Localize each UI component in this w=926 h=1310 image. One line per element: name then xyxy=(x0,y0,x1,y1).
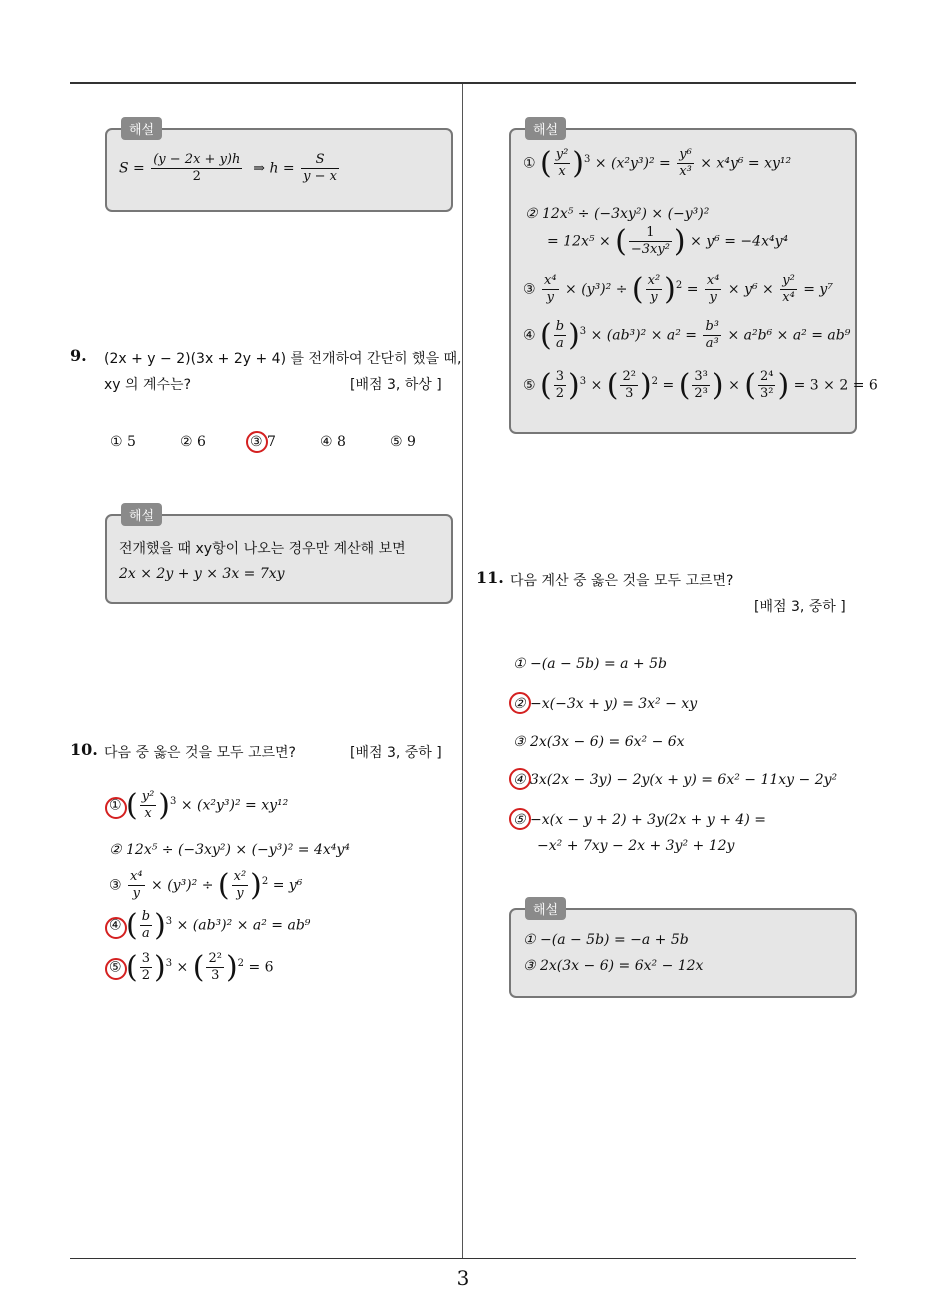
solution-10-line3: ③ $\frac{\text{x⁴}}{y}$ × (y³)² ÷ ( $\frac{\text{x²}}{y}$ )$^2$ = $\frac{\text{x⁴}}{y}$ × y⁶ × $\frac{\text{y²}}{\text{x⁴}}$ = y⁷ xyxy=(523,272,833,307)
question-10-text: 다음 중 옳은 것을 모두 고르면? xyxy=(104,745,296,761)
solution-10-line1: ① ( $\frac{\text{y²}}{x}$ )$^3$ × (x²y³)² = $\frac{\text{y⁶}}{\text{x³}}$ × x⁴y⁶ = xy¹² xyxy=(523,146,792,181)
question-11-text: 다음 계산 중 옳은 것을 모두 고르면? xyxy=(510,573,734,589)
q9-choice-1: ① 5 xyxy=(110,434,136,450)
solution-9-line2: 2x × 2y + y × 3x = 7xy xyxy=(119,566,285,582)
column-divider xyxy=(462,84,463,1258)
footer-rule xyxy=(70,1258,856,1259)
q11-choice-5-cont: −x² + 7xy − 2x + 3y² + 12y xyxy=(537,838,735,854)
solution-11-line1: ① −(a − 5b) = −a + 5b xyxy=(523,932,689,948)
solution-10-line5: ⑤ ( $\frac{3}{2}$ )$^3$ × ( $\frac{\text{2²}}{3}$ )$^2$ = ( $\frac{\text{3³}}{\text{2³}}$ ) × ( $\frac{\text{2⁴}}{\text{3²}}$ ) = 3 × 2 = 6 xyxy=(523,368,878,403)
q9-choice-5: ⑤ 9 xyxy=(390,434,416,450)
header-rule xyxy=(70,82,856,84)
q10-choice-4: ④ ( $\frac{b}{a}$ )$^3$ × (ab³)² × a² = ab⁹ xyxy=(109,908,311,943)
solution-tag: 해설 xyxy=(121,503,162,526)
question-11-number: 11. xyxy=(476,568,504,587)
solution-10-line2b: = 12x⁵ × ( $\frac{1}{\text{−3xy²}}$ ) × y⁶ = −4x⁴y⁴ xyxy=(547,224,789,259)
solution-tag: 해설 xyxy=(525,897,566,920)
solution-tag: 해설 xyxy=(121,117,162,140)
solution-9-line1: 전개했을 때 xy항이 나오는 경우만 계산해 보면 xyxy=(119,541,406,557)
question-9-text-line1: (2x + y − 2)(3x + 2y + 4) 를 전개하여 간단히 했을 때, xyxy=(104,351,462,367)
question-9-text-line2: xy 의 계수는? xyxy=(104,377,191,393)
question-10-score: [배점 3, 중하 ] xyxy=(350,745,442,761)
solution-tag: 해설 xyxy=(525,117,566,140)
q10-choice-3: ③ $\frac{\text{x⁴}}{y}$ × (y³)² ÷ ( $\frac{\text{x²}}{y}$ )$^2$ = y⁶ xyxy=(109,868,303,903)
solution-box-8 xyxy=(105,123,453,212)
q10-choice-5: ⑤ ( $\frac{3}{2}$ )$^3$ × ( $\frac{\text{2²}}{3}$ )$^2$ = 6 xyxy=(109,950,274,985)
question-9-number: 9. xyxy=(70,346,87,365)
question-11-score: [배점 3, 중하 ] xyxy=(754,599,846,615)
solution-box-10 xyxy=(509,123,878,434)
solution-11-line2: ③ 2x(3x − 6) = 6x² − 12x xyxy=(523,958,704,974)
q11-choice-2: ② −x(−3x + y) = 3x² − xy xyxy=(513,696,698,712)
q10-choice-2: ② 12x⁵ ÷ (−3xy²) × (−y³)² = 4x⁴y⁴ xyxy=(109,842,350,858)
q9-choice-3: ③ 7 xyxy=(250,434,276,450)
q9-choice-2: ② 6 xyxy=(180,434,206,450)
question-10-number: 10. xyxy=(70,740,98,759)
solution-8-formula: S = $\frac{(y - 2x + y)h}{2}$ ⇒ h = $\frac{S}{y - x}$ xyxy=(119,152,337,184)
page-number: 3 xyxy=(456,1266,470,1290)
question-9-score: [배점 3, 하상 ] xyxy=(350,377,442,393)
q11-choice-5: ⑤ −x(x − y + 2) + 3y(2x + y + 4) = xyxy=(513,812,766,828)
solution-box-9 xyxy=(105,509,453,604)
solution-10-line4: ④ ( $\frac{b}{a}$ )$^3$ × (ab³)² × a² = $\frac{\text{b³}}{\text{a³}}$ × a²b⁶ × a² = ab⁹ xyxy=(523,318,851,353)
solution-10-line2a: ② 12x⁵ ÷ (−3xy²) × (−y³)² xyxy=(525,206,710,222)
q11-choice-4: ④ 3x(2x − 3y) − 2y(x + y) = 6x² − 11xy − 2y² xyxy=(513,772,838,788)
q10-choice-1: ① ( $\frac{\text{y²}}{x}$ )$^3$ × (x²y³)² = xy¹² xyxy=(109,788,289,823)
q11-choice-3: ③ 2x(3x − 6) = 6x² − 6x xyxy=(513,734,685,750)
q9-choice-4: ④ 8 xyxy=(320,434,346,450)
solution-box-11 xyxy=(509,903,857,998)
q11-choice-1: ① −(a − 5b) = a + 5b xyxy=(513,656,667,672)
